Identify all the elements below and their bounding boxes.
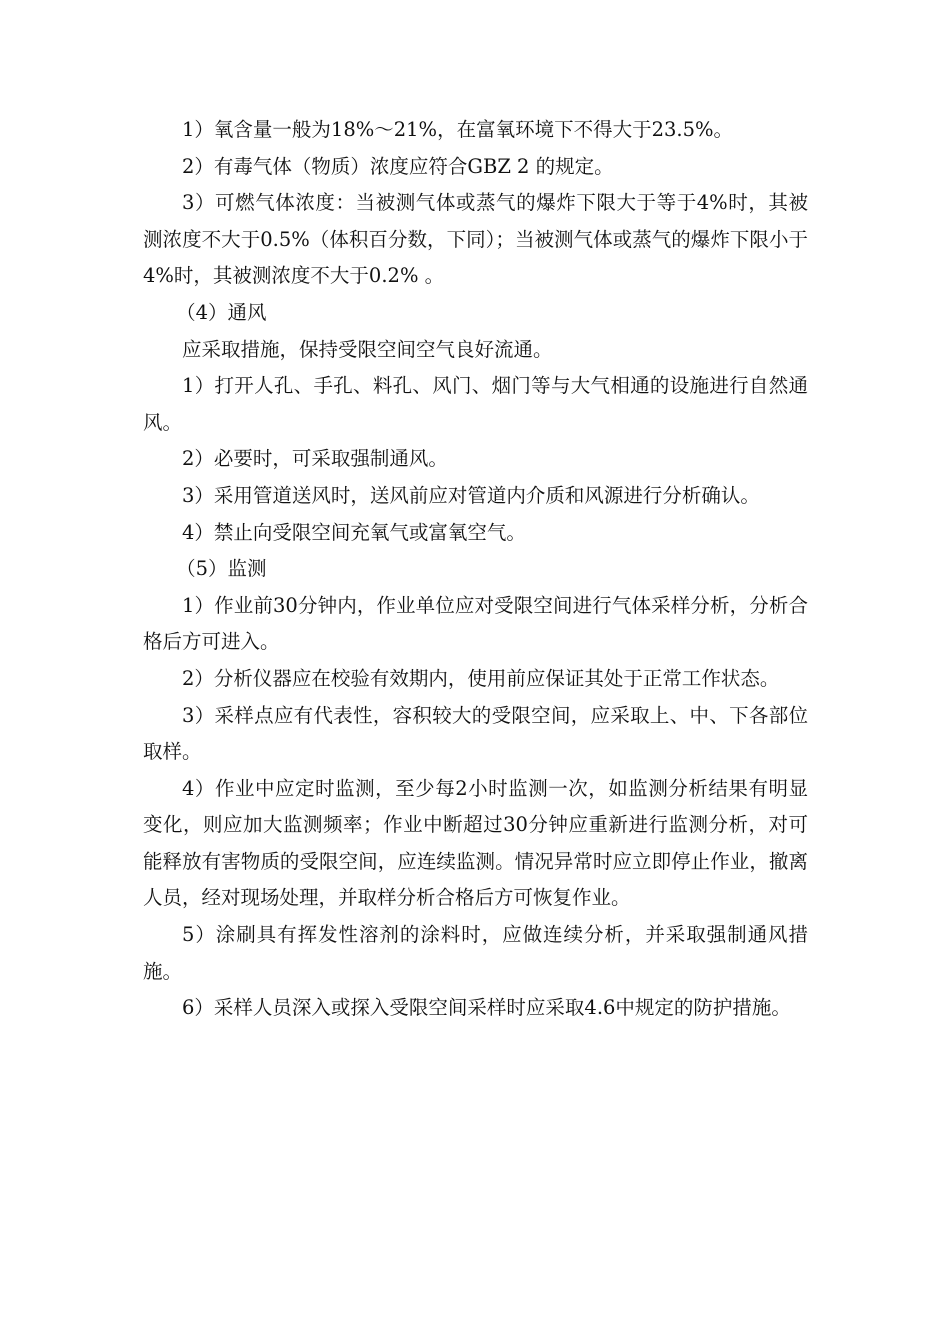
monitoring-item-1: 1）作业前30分钟内，作业单位应对受限空间进行气体采样分析，分析合格后方可进入。 bbox=[143, 593, 808, 654]
monitoring-item-2: 2）分析仪器应在校验有效期内，使用前应保证其处于正常工作状态。 bbox=[182, 666, 780, 690]
section-heading-monitoring: （5）监测 bbox=[176, 557, 267, 581]
oxygen-content-item: 1）氧含量一般为18%～21%，在富氧环境下不得大于23.5%。 bbox=[182, 118, 734, 141]
ventilation-item-4: 4）禁止向受限空间充氧气或富氧空气。 bbox=[182, 520, 526, 544]
toxic-gas-item: 2）有毒气体（物质）浓度应符合GBZ 2 的规定。 bbox=[182, 154, 614, 178]
section-heading-ventilation: （4）通风 bbox=[176, 300, 267, 324]
ventilation-item-1: 1）打开人孔、手孔、料孔、风门、烟门等与大气相通的设施进行自然通风。 bbox=[143, 374, 808, 434]
ventilation-intro: 应采取措施，保持受限空间空气良好流通。 bbox=[182, 337, 553, 361]
document-page bbox=[143, 112, 808, 1027]
monitoring-item-4: 4）作业中应定时监测，至少每2小时监测一次，如监测分析结果有明显变化，则应加大监测频率；作业中断超过30分钟应重新进行监测分析，对可能释放有害物质的受限空间，应连续监测。情况异常时应立即停止作业，撤离人员，经对现场处理，并取样分析合格后方可恢复作业。 bbox=[143, 776, 808, 910]
flammable-gas-item: 3）可燃气体浓度：当被测气体或蒸气的爆炸下限大于等于4%时，其被测浓度不大于0.5%（体积百分数，下同）；当被测气体或蒸气的爆炸下限小于4%时，其被测浓度不大于0.2% 。 bbox=[143, 191, 808, 288]
monitoring-item-6: 6）采样人员深入或探入受限空间采样时应采取4.6中规定的防护措施。 bbox=[182, 996, 791, 1020]
monitoring-item-3: 3）采样点应有代表性，容积较大的受限空间，应采取上、中、下各部位取样。 bbox=[143, 703, 808, 764]
ventilation-item-2: 2）必要时，可采取强制通风。 bbox=[182, 447, 448, 471]
monitoring-item-5: 5）涂刷具有挥发性溶剂的涂料时，应做连续分析，并采取强制通风措施。 bbox=[143, 923, 808, 983]
ventilation-item-3: 3）采用管道送风时，送风前应对管道内介质和风源进行分析确认。 bbox=[182, 483, 760, 507]
